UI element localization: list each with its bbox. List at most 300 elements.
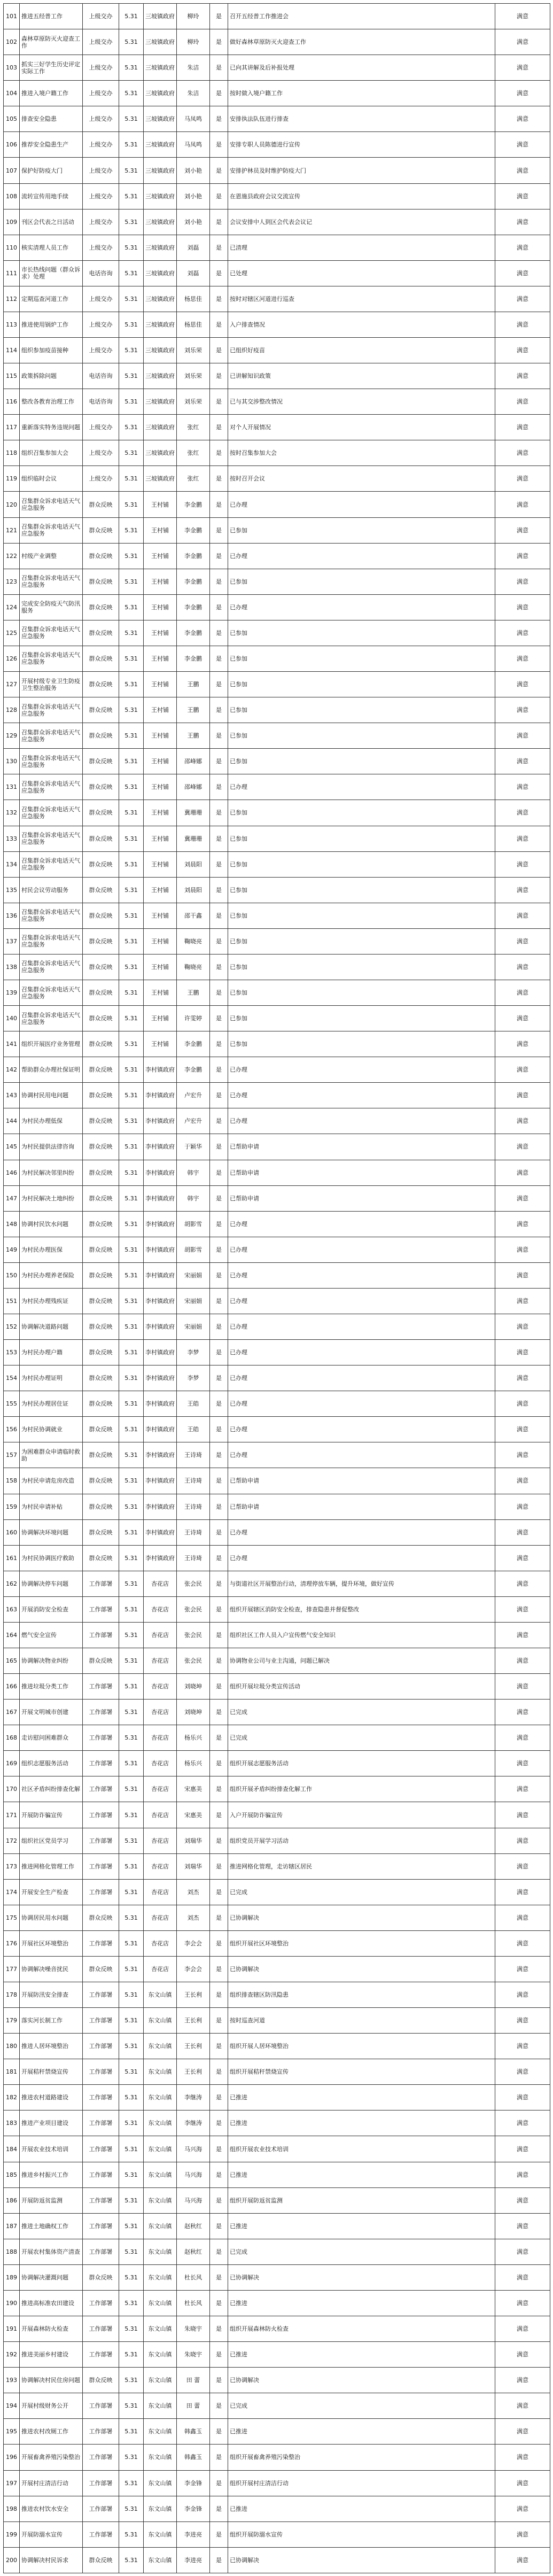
table-row [4,672,550,697]
responsible-person: 卢宏升 [177,1083,210,1108]
task-source: 上级交办 [83,415,119,440]
row-number: 191 [4,2316,20,2342]
task-source: 工作部署 [83,2290,119,2316]
task-source: 群众反映 [83,1057,119,1083]
table-row [4,2239,550,2264]
task-date: 5.31 [119,1648,144,1674]
responsible-person: 马兴海 [177,2136,210,2162]
handling-result: 已参加 [228,954,495,980]
row-number: 105 [4,106,20,132]
task-title: 为村民解决土地纠纷 [20,1185,83,1211]
handling-result: 已参加 [228,723,495,749]
row-number: 127 [4,672,20,697]
responsible-person: 田 蕾 [177,2393,210,2419]
task-source: 工作部署 [83,1571,119,1596]
task-date: 5.31 [119,1751,144,1776]
task-title: 召集群众诉求电话天气应急服务 [20,620,83,646]
task-source: 工作部署 [83,2445,119,2470]
task-title: 推进乡村振兴工作 [20,2162,83,2187]
table-row [4,826,550,851]
handling-result: 已参加 [228,903,495,928]
table-row [4,620,550,646]
task-date: 5.31 [119,183,144,209]
task-title: 走访慰问困难群众 [20,1725,83,1751]
satisfaction: 满意 [495,1365,550,1391]
table-row [4,466,550,492]
task-title: 组织志愿服务活动 [20,1751,83,1776]
satisfaction: 满意 [495,1674,550,1700]
satisfaction: 满意 [495,1083,550,1108]
satisfaction: 满意 [495,1417,550,1442]
task-title: 流转宣传用地手续 [20,183,83,209]
task-date: 5.31 [119,1596,144,1622]
task-source: 群众反映 [83,980,119,1005]
task-title: 召集群众诉求电话天气应急服务 [20,749,83,774]
responsible-unit: 王村铺 [144,723,177,749]
task-title: 推进网格化管理工作 [20,1853,83,1879]
completed-flag: 是 [210,363,228,389]
task-date: 5.31 [119,1468,144,1494]
table-row [4,1494,550,1519]
handling-result: 召开五经普工作推进会 [228,4,495,29]
task-source: 群众反映 [83,1905,119,1930]
task-date: 5.31 [119,543,144,569]
row-number: 166 [4,1674,20,1700]
task-source: 工作部署 [83,1596,119,1622]
satisfaction: 满意 [495,2547,550,2573]
row-number: 177 [4,1956,20,1982]
task-date: 5.31 [119,1776,144,1802]
task-title: 落实河长制工作 [20,2008,83,2034]
responsible-person: 王诗琦 [177,1442,210,1468]
task-source: 工作部署 [83,2496,119,2521]
row-number: 188 [4,2239,20,2264]
table-row [4,774,550,800]
responsible-person: 李金鹏 [177,492,210,517]
responsible-unit: 王村铺 [144,1006,177,1031]
task-source: 工作部署 [83,1879,119,1905]
table-row [4,2059,550,2085]
satisfaction: 满意 [495,1930,550,1956]
responsible-unit: 三坡镇政府 [144,81,177,106]
task-date: 5.31 [119,800,144,826]
task-source: 群众反映 [83,1494,119,1519]
table-row [4,338,550,363]
completed-flag: 是 [210,1596,228,1622]
handling-result: 已办理 [228,1365,495,1391]
task-date: 5.31 [119,1905,144,1930]
table-row [4,2213,550,2239]
task-title: 协调解决村民住房问题 [20,2368,83,2393]
responsible-person: 冀珊珊 [177,826,210,851]
table-row [4,2008,550,2034]
task-date: 5.31 [119,312,144,337]
completed-flag: 是 [210,1006,228,1031]
handling-result: 已组织好疫苗 [228,338,495,363]
responsible-unit: 李村镇政府 [144,1262,177,1288]
task-date: 5.31 [119,2136,144,2162]
task-source: 群众反映 [83,1340,119,1365]
responsible-person: 朱洁 [177,55,210,81]
completed-flag: 是 [210,723,228,749]
completed-flag: 是 [210,1237,228,1262]
responsible-person: 韩鑫玉 [177,2419,210,2445]
task-title: 召集群众诉求电话天气应急服务 [20,980,83,1005]
handling-result: 已办理 [228,1211,495,1237]
handling-result: 组织开展秸秆禁烧宣传 [228,2059,495,2085]
responsible-person: 张红 [177,415,210,440]
handling-result: 已办理 [228,1237,495,1262]
task-title: 开展村庄清洁行动 [20,2470,83,2496]
row-number: 130 [4,749,20,774]
task-source: 群众反映 [83,1108,119,1134]
completed-flag: 是 [210,851,228,877]
task-date: 5.31 [119,1494,144,1519]
satisfaction: 满意 [495,517,550,543]
table-row [4,1442,550,1468]
row-number: 155 [4,1391,20,1417]
task-title: 开展文明城市创建 [20,1700,83,1725]
completed-flag: 是 [210,209,228,235]
handling-result: 已参加 [228,697,495,723]
completed-flag: 是 [210,2419,228,2445]
task-title: 为村民提供法律咨询 [20,1134,83,1160]
completed-flag: 是 [210,1571,228,1596]
responsible-unit: 三坡镇政府 [144,286,177,312]
task-date: 5.31 [119,826,144,851]
satisfaction: 满意 [495,1442,550,1468]
row-number: 148 [4,1211,20,1237]
task-source: 工作部署 [83,2111,119,2136]
handling-result: 按时召开会议 [228,466,495,492]
task-source: 工作部署 [83,2085,119,2111]
responsible-unit: 李村镇政府 [144,1083,177,1108]
responsible-person: 鞠晓亮 [177,954,210,980]
task-title: 定期巡查河道工作 [20,286,83,312]
task-date: 5.31 [119,1057,144,1083]
handling-result: 已办理 [228,1442,495,1468]
responsible-unit: 杏花店 [144,1622,177,1648]
responsible-person: 杨乐兴 [177,1725,210,1751]
responsible-unit: 李村镇政府 [144,1519,177,1545]
responsible-unit: 李村镇政府 [144,1417,177,1442]
completed-flag: 是 [210,1442,228,1468]
task-title: 为村民申请补贴 [20,1494,83,1519]
table-row [4,389,550,415]
responsible-unit: 三坡镇政府 [144,440,177,466]
responsible-person: 宋丽娟 [177,1288,210,1314]
handling-result: 入户开展防诈骗宣传 [228,1802,495,1828]
handling-result: 已协调解决 [228,2368,495,2393]
task-source: 群众反映 [83,826,119,851]
task-date: 5.31 [119,1571,144,1596]
table-row [4,1211,550,1237]
row-number: 133 [4,826,20,851]
handling-result: 已参加 [228,1031,495,1057]
task-title: 推荐安全隐患生产 [20,132,83,158]
task-title: 开展村级专业卫生防疫卫生整治服务 [20,672,83,697]
satisfaction: 满意 [495,260,550,286]
task-source: 工作部署 [83,2162,119,2187]
responsible-person: 李会会 [177,1956,210,1982]
responsible-unit: 王村铺 [144,672,177,697]
responsible-person: 邵峰娜 [177,774,210,800]
task-title: 抓实三好学生历史评定实际工作 [20,55,83,81]
task-date: 5.31 [119,2496,144,2521]
task-source: 群众反映 [83,2368,119,2393]
completed-flag: 是 [210,2393,228,2419]
table-row [4,2393,550,2419]
handling-result: 已推进 [228,2419,495,2445]
task-date: 5.31 [119,2342,144,2368]
responsible-unit: 东文山镇 [144,2521,177,2547]
table-row [4,1262,550,1288]
table-row [4,132,550,158]
table-row [4,2496,550,2521]
task-title: 开展防返贫监测 [20,2187,83,2213]
satisfaction: 满意 [495,2008,550,2034]
row-number: 153 [4,1340,20,1365]
task-date: 5.31 [119,1725,144,1751]
responsible-unit: 杏花店 [144,1802,177,1828]
table-row [4,1879,550,1905]
task-source: 工作部署 [83,1828,119,1853]
completed-flag: 是 [210,954,228,980]
satisfaction: 满意 [495,1185,550,1211]
task-title: 燃气安全宣传 [20,1622,83,1648]
task-source: 上级交办 [83,132,119,158]
responsible-person: 田 蕾 [177,2368,210,2393]
responsible-person: 王诗琦 [177,1519,210,1545]
row-number: 151 [4,1288,20,1314]
task-date: 5.31 [119,1262,144,1288]
table-row [4,749,550,774]
row-number: 170 [4,1776,20,1802]
responsible-person: 张会民 [177,1648,210,1674]
table-row [4,1468,550,1494]
task-date: 5.31 [119,2111,144,2136]
responsible-unit: 王村铺 [144,543,177,569]
task-title: 组织社区党员学习 [20,1828,83,1853]
responsible-unit: 东文山镇 [144,2290,177,2316]
task-date: 5.31 [119,1006,144,1031]
table-row [4,2547,550,2573]
handling-result: 已参加 [228,877,495,903]
handling-result: 安排护林员及时维护防疫大门 [228,158,495,183]
satisfaction: 满意 [495,851,550,877]
task-source: 工作部署 [83,2187,119,2213]
table-row [4,81,550,106]
table-row [4,697,550,723]
responsible-unit: 东文山镇 [144,2496,177,2521]
task-date: 5.31 [119,569,144,594]
task-date: 5.31 [119,2547,144,2573]
responsible-person: 杨思佳 [177,286,210,312]
completed-flag: 是 [210,1262,228,1288]
handling-result: 已完成 [228,1725,495,1751]
row-number: 192 [4,2342,20,2368]
row-number: 125 [4,620,20,646]
row-number: 160 [4,1519,20,1545]
satisfaction: 满意 [495,29,550,55]
responsible-person: 王鹏 [177,980,210,1005]
row-number: 110 [4,235,20,260]
satisfaction: 满意 [495,723,550,749]
row-number: 154 [4,1365,20,1391]
row-number: 120 [4,492,20,517]
responsible-unit: 杏花店 [144,1751,177,1776]
completed-flag: 是 [210,2521,228,2547]
responsible-person: 李梦 [177,1365,210,1391]
handling-result: 已推进 [228,2342,495,2368]
completed-flag: 是 [210,1160,228,1185]
task-date: 5.31 [119,2162,144,2187]
task-title: 重新落实特务违规问题 [20,415,83,440]
task-source: 上级交办 [83,183,119,209]
row-number: 159 [4,1494,20,1519]
task-date: 5.31 [119,1340,144,1365]
task-date: 5.31 [119,2445,144,2470]
responsible-person: 刘小艳 [177,183,210,209]
task-source: 群众反映 [83,1545,119,1571]
row-number: 190 [4,2290,20,2316]
table-row [4,1185,550,1211]
completed-flag: 是 [210,980,228,1005]
task-source: 群众反映 [83,877,119,903]
completed-flag: 是 [210,55,228,81]
task-date: 5.31 [119,2368,144,2393]
handling-result: 组织开展森林防火检查 [228,2316,495,2342]
task-source: 工作部署 [83,1674,119,1700]
responsible-unit: 东文山镇 [144,2213,177,2239]
table-row [4,2521,550,2547]
completed-flag: 是 [210,2162,228,2187]
row-number: 195 [4,2419,20,2445]
completed-flag: 是 [210,29,228,55]
table-row [4,1288,550,1314]
completed-flag: 是 [210,2239,228,2264]
responsible-unit: 王村铺 [144,774,177,800]
handling-result: 已完成 [228,1879,495,1905]
task-title: 为村民解决邻里纠纷 [20,1160,83,1185]
row-number: 117 [4,415,20,440]
completed-flag: 是 [210,415,228,440]
task-source: 上级交办 [83,466,119,492]
responsible-unit: 王村铺 [144,517,177,543]
task-source: 上级交办 [83,4,119,29]
handling-result: 已办理 [228,1083,495,1108]
row-number: 193 [4,2368,20,2393]
responsible-person: 李继涛 [177,2085,210,2111]
table-row [4,543,550,569]
handling-result: 已办理 [228,774,495,800]
task-source: 群众反映 [83,1391,119,1417]
responsible-unit: 李村镇政府 [144,1314,177,1339]
satisfaction: 满意 [495,2521,550,2547]
completed-flag: 是 [210,1956,228,1982]
table-row [4,2111,550,2136]
handling-result: 做好森林草原防灭火迎查工作 [228,29,495,55]
row-number: 123 [4,569,20,594]
table-row [4,1083,550,1108]
task-date: 5.31 [119,1185,144,1211]
row-number: 118 [4,440,20,466]
task-title: 为村民办理低保 [20,1108,83,1134]
handling-result: 组织开展农业技术培训 [228,2136,495,2162]
task-title: 协调解决噪音扰民 [20,1956,83,1982]
task-source: 群众反映 [83,928,119,954]
task-title: 开展农业技术培训 [20,2136,83,2162]
handling-result: 已办理 [228,1519,495,1545]
task-source: 群众反映 [83,800,119,826]
satisfaction: 满意 [495,2445,550,2470]
responsible-unit: 王村铺 [144,697,177,723]
responsible-unit: 三坡镇政府 [144,312,177,337]
responsible-person: 李金鹏 [177,569,210,594]
responsible-person: 刘晓坤 [177,1674,210,1700]
task-date: 5.31 [119,594,144,620]
responsible-person: 刘杰 [177,1879,210,1905]
table-row [4,517,550,543]
responsible-person: 刘乐荣 [177,363,210,389]
task-title: 开展森林防火检查 [20,2316,83,2342]
row-number: 162 [4,1571,20,1596]
row-number: 102 [4,29,20,55]
responsible-unit: 东文山镇 [144,2008,177,2034]
row-number: 161 [4,1545,20,1571]
responsible-person: 马凤鸣 [177,132,210,158]
responsible-person: 宋惠美 [177,1802,210,1828]
task-source: 群众反映 [83,1314,119,1339]
responsible-person: 刘晨阳 [177,877,210,903]
task-date: 5.31 [119,286,144,312]
handling-result: 组织开展志愿服务活动 [228,1751,495,1776]
task-source: 群众反映 [83,851,119,877]
satisfaction: 满意 [495,466,550,492]
satisfaction: 满意 [495,1391,550,1417]
task-source: 群众反映 [83,569,119,594]
task-title: 召集群众诉求电话天气应急服务 [20,1006,83,1031]
completed-flag: 是 [210,1982,228,2008]
satisfaction: 满意 [495,1006,550,1031]
responsible-unit: 李村镇政府 [144,1057,177,1083]
task-date: 5.31 [119,1031,144,1057]
handling-result: 已与其交涉整改情况 [228,389,495,415]
responsible-person: 王诗琦 [177,1545,210,1571]
task-source: 群众反映 [83,1288,119,1314]
table-row [4,1314,550,1339]
task-date: 5.31 [119,672,144,697]
satisfaction: 满意 [495,2059,550,2085]
handling-result: 按时做入境户籍工作 [228,81,495,106]
row-number: 194 [4,2393,20,2419]
table-row [4,2419,550,2445]
completed-flag: 是 [210,826,228,851]
responsible-person: 马兴海 [177,2187,210,2213]
responsible-person: 赵秋红 [177,2213,210,2239]
completed-flag: 是 [210,1751,228,1776]
row-number: 178 [4,1982,20,2008]
completed-flag: 是 [210,132,228,158]
satisfaction: 满意 [495,183,550,209]
handling-result: 按时对辖区河道进行巡查 [228,286,495,312]
task-date: 5.31 [119,1622,144,1648]
row-number: 198 [4,2496,20,2521]
row-number: 112 [4,286,20,312]
handling-result: 已推进 [228,2162,495,2187]
row-number: 142 [4,1057,20,1083]
responsible-unit: 王村铺 [144,620,177,646]
